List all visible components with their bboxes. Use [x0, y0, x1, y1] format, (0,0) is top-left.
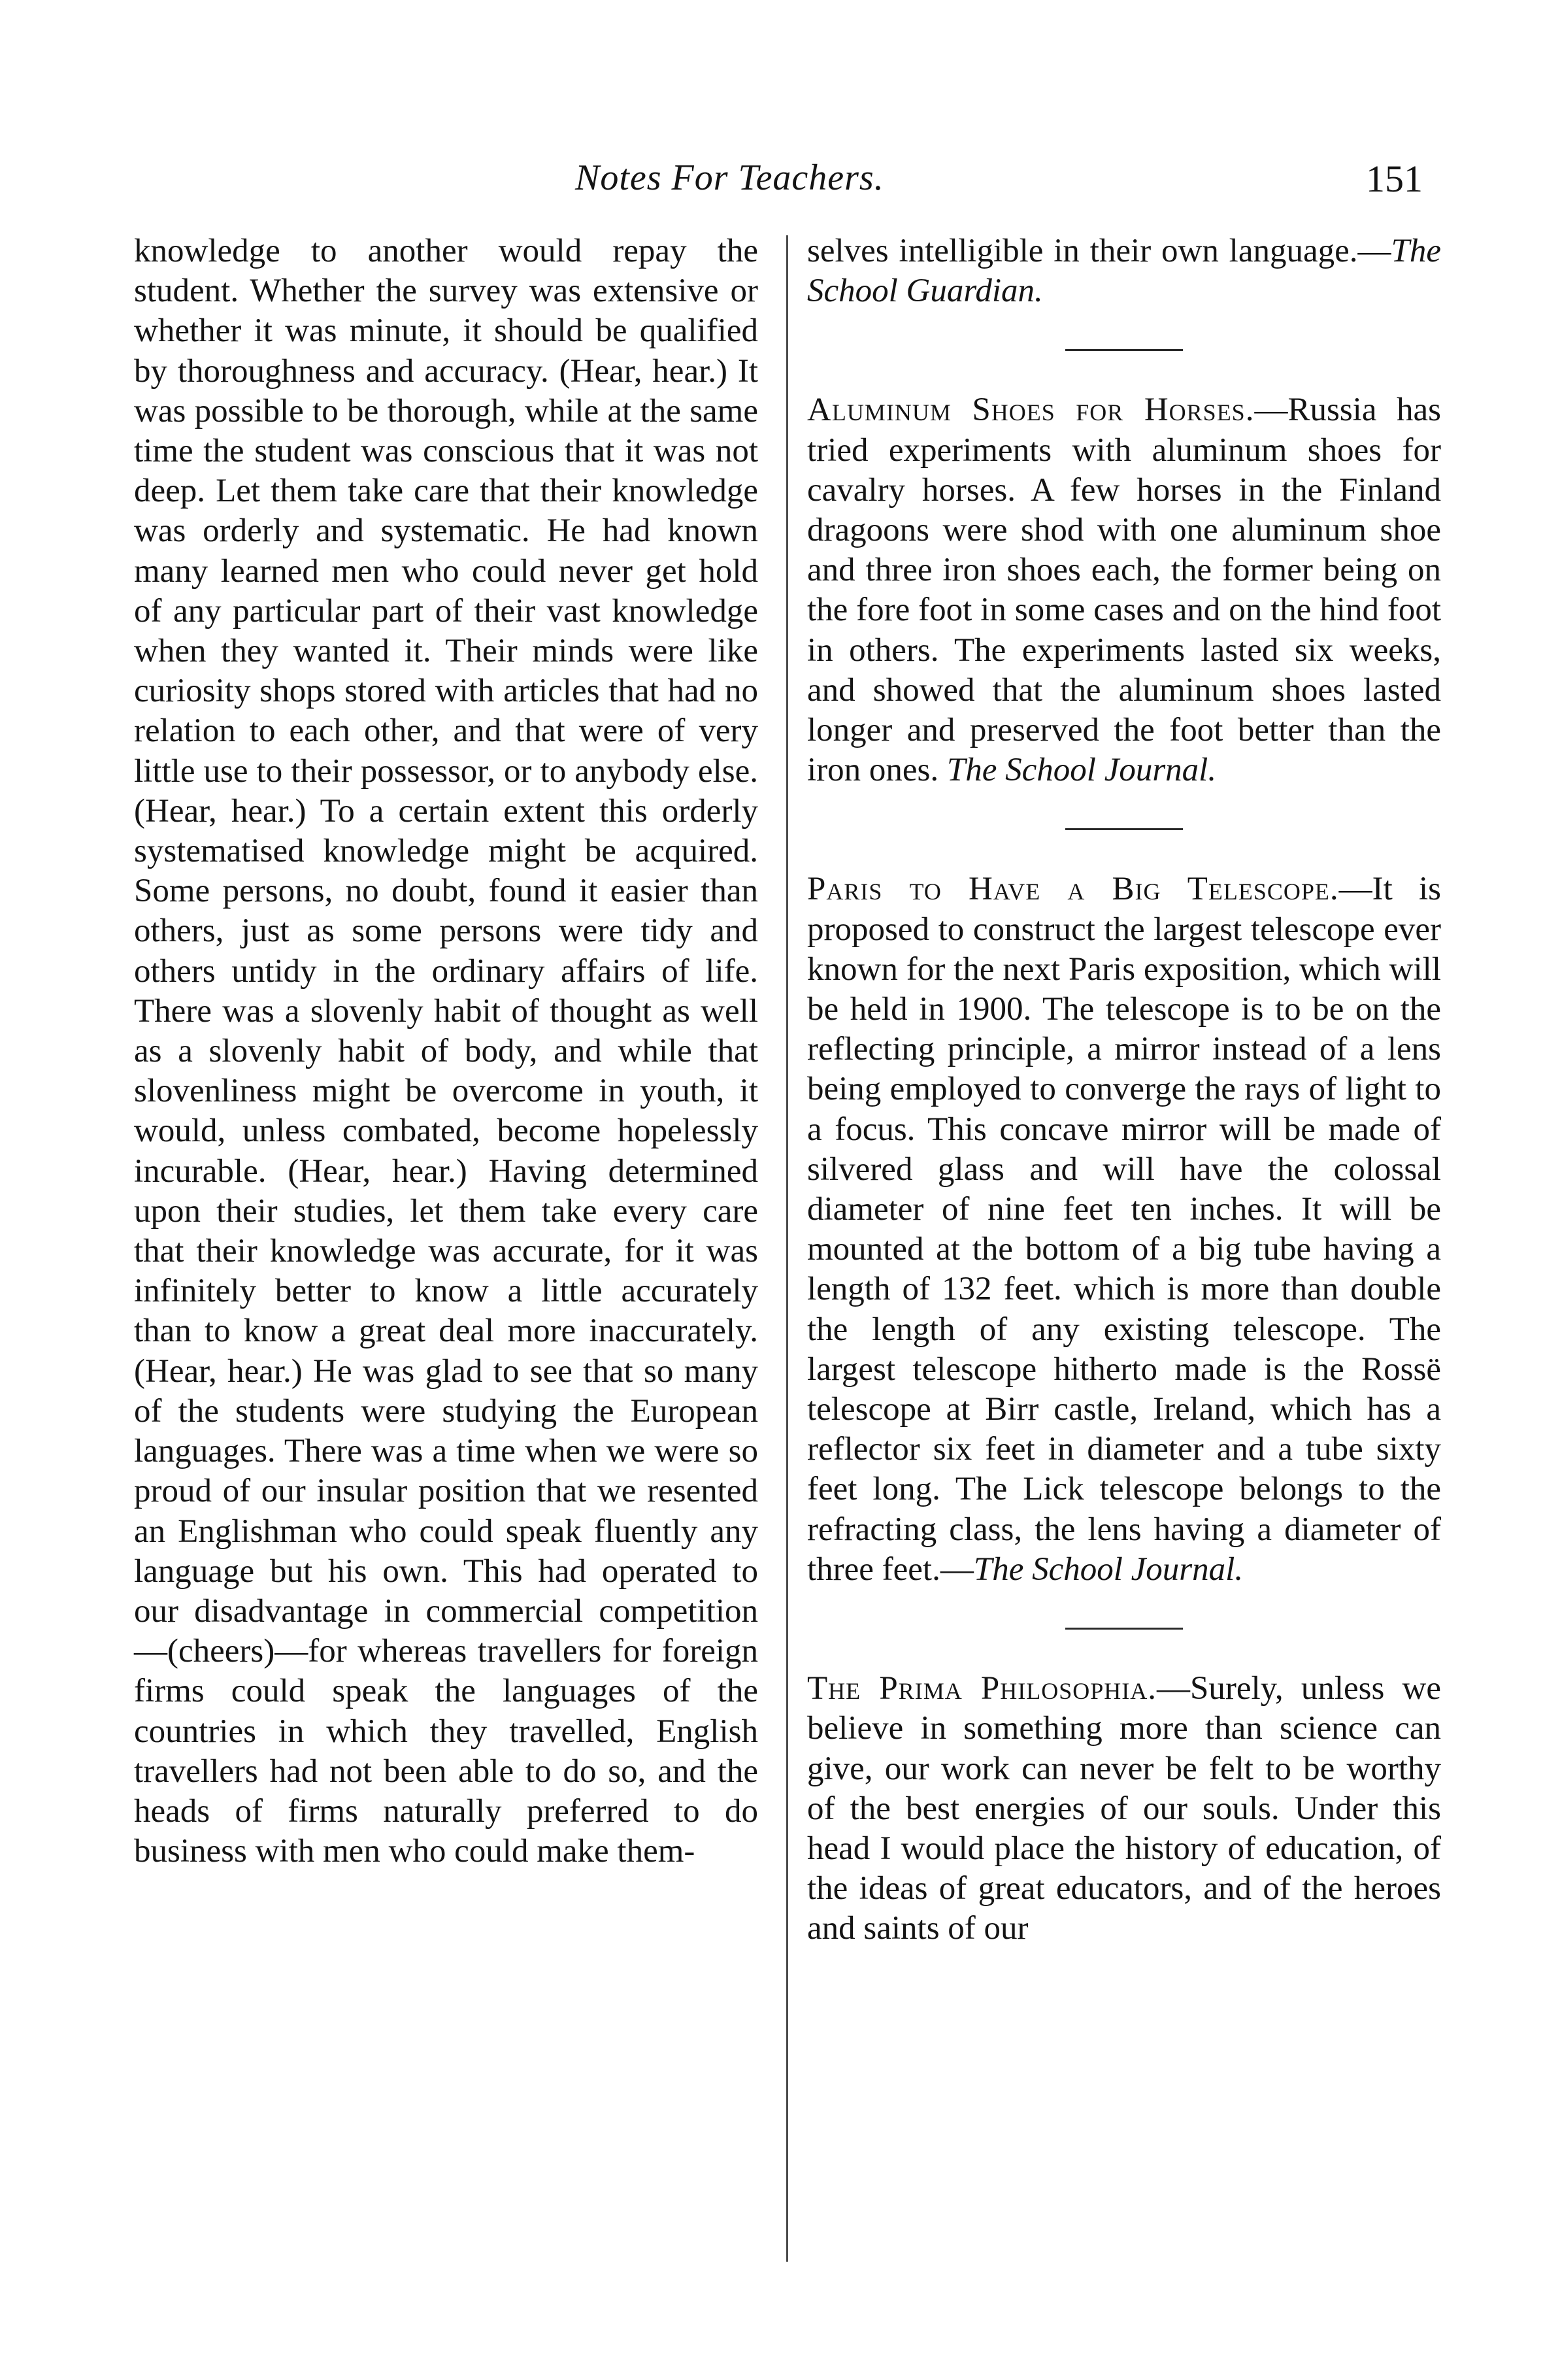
article-prima-philosophia	[807, 1669, 1441, 1949]
article-source: The School Journal.	[973, 1550, 1244, 1588]
article-paris-telescope	[807, 869, 1441, 1590]
article-divider	[1065, 349, 1183, 351]
running-title: Notes For Teachers.	[575, 158, 884, 198]
page-header	[0, 157, 1543, 209]
article-heading: The Prima Philosophia.	[807, 1670, 1157, 1707]
article-heading: Paris to Have a Big Telescope.	[807, 871, 1339, 908]
left-column	[134, 231, 758, 1871]
article-heading: Aluminum Shoes for Horses.	[807, 392, 1255, 429]
article-body: —It is proposed to construct the largest telescope ever known for the next Paris exposition, which will be held in 1900. The telescope is to be on the reflecting principle, a mirror instead of a lens being employed to converge the rays of light to a focus. This concave mirror will be made of silvered glass and will have the colossal diameter of nine feet ten inches. It will be mounted at the bottom of a big tube having a length of 132 feet. which is more than double the length of any existing telescope. The largest telescope hitherto made is the Rossë telescope at Birr castle, Ireland, which has a reflector six feet in diameter and a tube sixty feet long. The Lick telescope belongs to the refracting class, the lens having a diameter of three feet.—	[807, 871, 1441, 1588]
article-source: The School Journal.	[946, 752, 1217, 789]
page-number: 151	[1366, 158, 1423, 200]
article-aluminum-shoes	[807, 390, 1441, 790]
continuation-source: The School Guardian.	[807, 233, 1441, 310]
article-body: —Surely, unless we believe in something more than science can give, our work can never be felt to be worthy of the best energies of our souls. Under this head I would place the history of education, of the ideas of great educators, and of the heroes and saints of our	[807, 1670, 1441, 1947]
right-column	[807, 231, 1441, 1949]
continuation-text: selves intelligible in their own language.—	[807, 233, 1391, 269]
article-divider	[1065, 828, 1183, 830]
continuation-paragraph	[807, 231, 1441, 311]
column-divider	[786, 235, 788, 2262]
article-body: —Russia has tried experiments with aluminum shoes for cavalry horses. A few horses in the Finland dragoons were shod with one aluminum shoe and three iron shoes each, the former being on the fore foot in some cases and on the hind foot in others. The experiments lasted six weeks, and showed that the aluminum shoes lasted longer and preserved the foot better than the iron ones.	[807, 392, 1442, 789]
left-column-text: knowledge to another would repay the student. Whether the survey was extensive or whether it was minute, it should be qualified by thoroughness and accuracy. (Hear, hear.) It was possible to be thorough, while at the same time the student was conscious that it was not deep. Let them take care that their knowledge was orderly and systematic. He had known many learned men who could never get hold of any particular part of their vast knowledge when they wanted it. Their minds were like curiosity shops stored with articles that had no relation to each other, and that were of very little use to their possessor, or to anybody else. (Hear, hear.) To a certain extent this orderly systematised knowledge might be acquired. Some persons, no doubt, found it easier than others, just as some persons were tidy and others untidy in the ordinary affairs of life. There was a slovenly habit of thought as well as a slovenly habit of body, and while that slovenliness might be overcome in youth, it would, unless combated, become hopelessly incurable. (Hear, hear.) Having determined upon their studies, let them take every care that their knowledge was accurate, for it was infinitely better to know a little accurately than to know a great deal more inaccurately. (Hear, hear.) He was glad to see that so many of the students were studying the European languages. There was a time when we were so proud of our insular position that we resented an Englishman who could speak fluently any language but his own. This had operated to our disadvantage in commercial competition—(cheers)—for whereas travellers for foreign firms could speak the languages of the countries in which they travelled, English travellers had not been able to do so, and the heads of firms naturally preferred to do business with men who could make them-	[134, 233, 758, 1870]
article-divider	[1065, 1628, 1183, 1630]
